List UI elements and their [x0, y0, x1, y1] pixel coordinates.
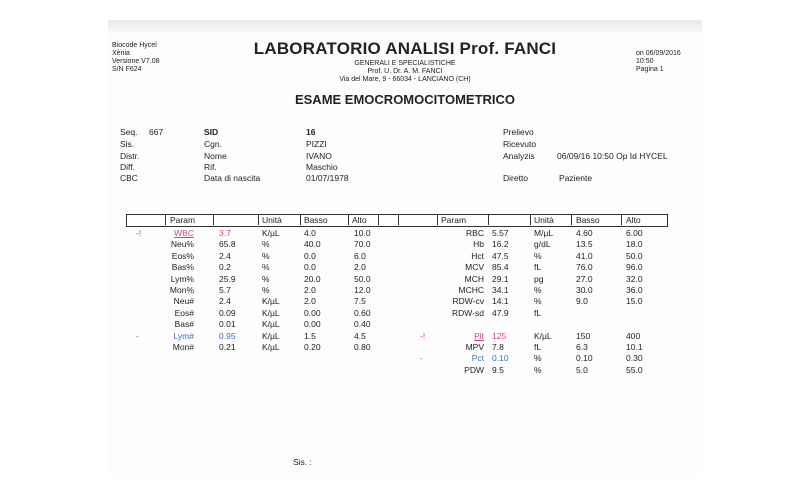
- right-row-value: 47.9: [492, 307, 509, 318]
- header-unit-right: Unità: [534, 215, 554, 225]
- right-row-param: MPV: [465, 342, 484, 352]
- left-row-high: 50.0: [354, 273, 371, 284]
- device-model: Xènia: [112, 50, 130, 57]
- right-row-value: 125: [492, 330, 507, 341]
- left-row-value: 65.8: [219, 239, 236, 250]
- left-row-unit: %: [262, 273, 270, 284]
- right-row-high: 400: [626, 330, 641, 341]
- right-row-unit: %: [534, 250, 542, 261]
- right-row-low: 27.0: [576, 273, 593, 284]
- header-param-left: Param: [170, 215, 196, 225]
- report-title: ESAME EMOCROMOCITOMETRICO: [294, 92, 516, 107]
- right-row-flag: -!: [420, 330, 426, 341]
- right-row-low: 13.5: [576, 239, 593, 250]
- left-row-value: 25.9: [219, 273, 236, 284]
- right-row-high: 6.00: [626, 228, 643, 238]
- left-row-value: 2.4: [219, 296, 231, 307]
- seq-value: 667: [149, 127, 164, 137]
- right-row-high: 0.30: [626, 353, 643, 364]
- header-low-left: Basso: [304, 215, 328, 225]
- right-row-high: 55.0: [626, 364, 643, 375]
- right-row-param: Hb: [473, 239, 484, 250]
- device-name: Biocode Hycel: [112, 42, 157, 49]
- sid-value: 16: [306, 127, 316, 137]
- left-row-param: Lym#: [173, 330, 194, 341]
- right-row-unit: fL: [534, 342, 542, 352]
- page-number: Pagina 1: [636, 66, 664, 73]
- left-row-unit: %: [262, 250, 270, 261]
- right-row-param: RDW-sd: [452, 307, 484, 318]
- header-high-left: Alto: [352, 215, 367, 225]
- left-row-high: 10.0: [354, 228, 371, 238]
- right-row-value: 0.10: [492, 353, 509, 364]
- left-row-param: Neu#: [173, 296, 194, 307]
- right-row-low: 0.10: [576, 353, 593, 364]
- left-row-param: Mon%: [169, 285, 194, 295]
- lab-doctor: Prof. U. Dr. A. M. FANCI: [367, 68, 443, 75]
- device-serial: S/N F624: [112, 66, 142, 73]
- right-row-low: 9.0: [576, 296, 588, 307]
- right-row-low: 41.0: [576, 250, 593, 261]
- rif-value: Maschio: [306, 162, 338, 172]
- right-row-low: 150: [576, 330, 591, 341]
- right-row-unit: fL: [534, 307, 542, 318]
- right-row-high: 15.0: [626, 296, 643, 307]
- right-row-flag: -: [420, 353, 423, 364]
- right-row-high: 18.0: [626, 239, 643, 250]
- left-row-low: 0.00: [304, 319, 321, 330]
- left-row-flag: -!: [136, 228, 142, 238]
- right-row-low: 30.0: [576, 285, 593, 295]
- right-row-high: 10.1: [626, 342, 643, 352]
- left-row-unit: %: [262, 262, 270, 273]
- right-row-param: Hct: [471, 250, 484, 261]
- left-row-param: Bas%: [171, 262, 194, 273]
- left-row-low: 40.0: [304, 239, 321, 250]
- right-row-param: RBC: [466, 228, 484, 238]
- left-row-high: 2.0: [354, 262, 366, 273]
- left-row-high: 7.5: [354, 296, 366, 307]
- sid-label: SID: [204, 127, 219, 137]
- header-unit-left: Unità: [262, 215, 282, 225]
- right-row-high: 96.0: [626, 262, 643, 273]
- distr-label: Distr.: [120, 151, 140, 161]
- prelievo-label: Prelievo: [503, 127, 534, 137]
- left-row-param: Neu%: [170, 239, 194, 250]
- nome-label: Nome: [204, 151, 227, 161]
- left-row-low: 0.20: [304, 342, 321, 352]
- ricevuto-label: Ricevuto: [503, 139, 537, 149]
- right-row-low: 5.0: [576, 364, 588, 375]
- right-row-unit: K/µL: [534, 330, 552, 341]
- left-row-low: 1.5: [304, 330, 316, 341]
- lab-address: Via del Mare, 9 - 66034 - LANCIANO (CH): [339, 76, 471, 83]
- right-row-unit: pg: [534, 273, 544, 284]
- left-row-unit: K/µL: [262, 330, 280, 341]
- right-row-unit: %: [534, 296, 542, 307]
- right-row-high: 50.0: [626, 250, 643, 261]
- left-row-unit: K/µL: [262, 228, 280, 238]
- right-row-high: 32.0: [626, 273, 643, 284]
- right-row-value: 29.1: [492, 273, 509, 284]
- left-row-high: 4.5: [354, 330, 366, 341]
- left-row-value: 0.09: [219, 307, 236, 318]
- header-low-right: Basso: [576, 215, 600, 225]
- right-row-low: 6.3: [576, 342, 588, 352]
- diretto-label: Diretto: [503, 173, 529, 183]
- left-row-high: 6.0: [354, 250, 366, 261]
- left-row-low: 0.0: [304, 262, 316, 273]
- paper-top-edge: [108, 20, 702, 32]
- right-row-param: PDW: [464, 364, 484, 375]
- left-row-low: 4.0: [304, 228, 316, 238]
- left-row-high: 12.0: [354, 285, 371, 295]
- device-version: Versione V7.08: [112, 58, 160, 65]
- left-row-unit: K/µL: [262, 342, 280, 352]
- left-row-param: WBC: [174, 228, 194, 238]
- left-row-param: Eos%: [171, 250, 194, 261]
- left-row-unit: %: [262, 285, 270, 295]
- report-date: on 06/09/2016: [636, 50, 681, 57]
- right-row-param: RDW-cv: [452, 296, 484, 307]
- left-row-low: 2.0: [304, 296, 316, 307]
- rif-label: Rif.: [204, 162, 217, 172]
- left-row-unit: %: [262, 239, 270, 250]
- right-row-unit: g/dL: [534, 239, 551, 250]
- left-row-param: Eos#: [174, 307, 194, 318]
- report-paper: [108, 20, 702, 476]
- lab-title: LABORATORIO ANALISI Prof. FANCI: [253, 39, 557, 58]
- left-row-unit: K/µL: [262, 296, 280, 307]
- left-row-value: 0.95: [219, 330, 236, 341]
- cgn-label: Cgn.: [204, 139, 222, 149]
- left-row-value: 2.4: [219, 250, 231, 261]
- left-row-value: 0.2: [219, 262, 231, 273]
- right-row-high: 36.0: [626, 285, 643, 295]
- sis-label: Sis.: [120, 139, 135, 149]
- right-row-low: 76.0: [576, 262, 593, 273]
- seq-label: Seq.: [120, 127, 138, 137]
- left-row-value: 0.01: [219, 319, 236, 330]
- left-row-low: 0.0: [304, 250, 316, 261]
- left-row-low: 20.0: [304, 273, 321, 284]
- left-row-param: Lym%: [170, 273, 194, 284]
- right-row-unit: %: [534, 285, 542, 295]
- right-row-param: MCHC: [458, 285, 484, 295]
- cbc-label: CBC: [120, 173, 138, 183]
- right-row-value: 7.8: [492, 342, 504, 352]
- right-row-param: Pct: [471, 353, 484, 364]
- right-row-value: 14.1: [492, 296, 509, 307]
- lab-subtitle: GENERALI E SPECIALISTICHE: [354, 60, 456, 67]
- left-row-unit: K/µL: [262, 319, 280, 330]
- left-row-flag: -: [136, 330, 139, 341]
- left-row-value: 0.21: [219, 342, 236, 352]
- left-row-low: 2.0: [304, 285, 316, 295]
- right-row-param: MCH: [464, 273, 484, 284]
- report-time: 10:50: [636, 58, 654, 65]
- left-row-high: 70.0: [354, 239, 371, 250]
- left-row-unit: K/µL: [262, 307, 280, 318]
- right-row-param: MCV: [465, 262, 484, 273]
- left-row-param: Mon#: [172, 342, 194, 352]
- footer-sis-label: Sis. :: [293, 457, 312, 467]
- left-row-high: 0.80: [354, 342, 371, 352]
- diretto-value: Paziente: [559, 173, 593, 183]
- analyzis-value: 06/09/16 10:50 Op Id HYCEL: [557, 151, 668, 161]
- left-row-high: 0.60: [354, 307, 371, 318]
- right-row-value: 85.4: [492, 262, 509, 273]
- left-row-value: 3.7: [219, 228, 231, 238]
- cgn-value: PIZZI: [306, 139, 327, 149]
- left-row-low: 0.00: [304, 307, 321, 318]
- right-row-unit: fL: [534, 262, 542, 273]
- header-param-right: Param: [441, 215, 467, 225]
- nome-value: IVANO: [306, 151, 332, 161]
- right-row-low: 4.60: [576, 228, 593, 238]
- left-row-param: Bas#: [174, 319, 194, 330]
- analyzis-label: Analyzis: [503, 151, 535, 161]
- right-row-param: Plt: [474, 330, 484, 341]
- dob-label: Data di nascita: [204, 173, 261, 183]
- right-row-value: 47.5: [492, 250, 509, 261]
- right-row-unit: M/µL: [534, 228, 554, 238]
- diff-label: Diff.: [120, 162, 135, 172]
- dob-value: 01/07/1978: [306, 173, 349, 183]
- header-high-right: Alto: [626, 215, 641, 225]
- right-row-value: 9.5: [492, 364, 504, 375]
- right-row-value: 5.57: [492, 228, 509, 238]
- right-row-value: 16.2: [492, 239, 509, 250]
- left-row-high: 0.40: [354, 319, 371, 330]
- right-row-unit: %: [534, 364, 542, 375]
- right-row-value: 34.1: [492, 285, 509, 295]
- right-row-unit: %: [534, 353, 542, 364]
- left-row-value: 5.7: [219, 285, 231, 295]
